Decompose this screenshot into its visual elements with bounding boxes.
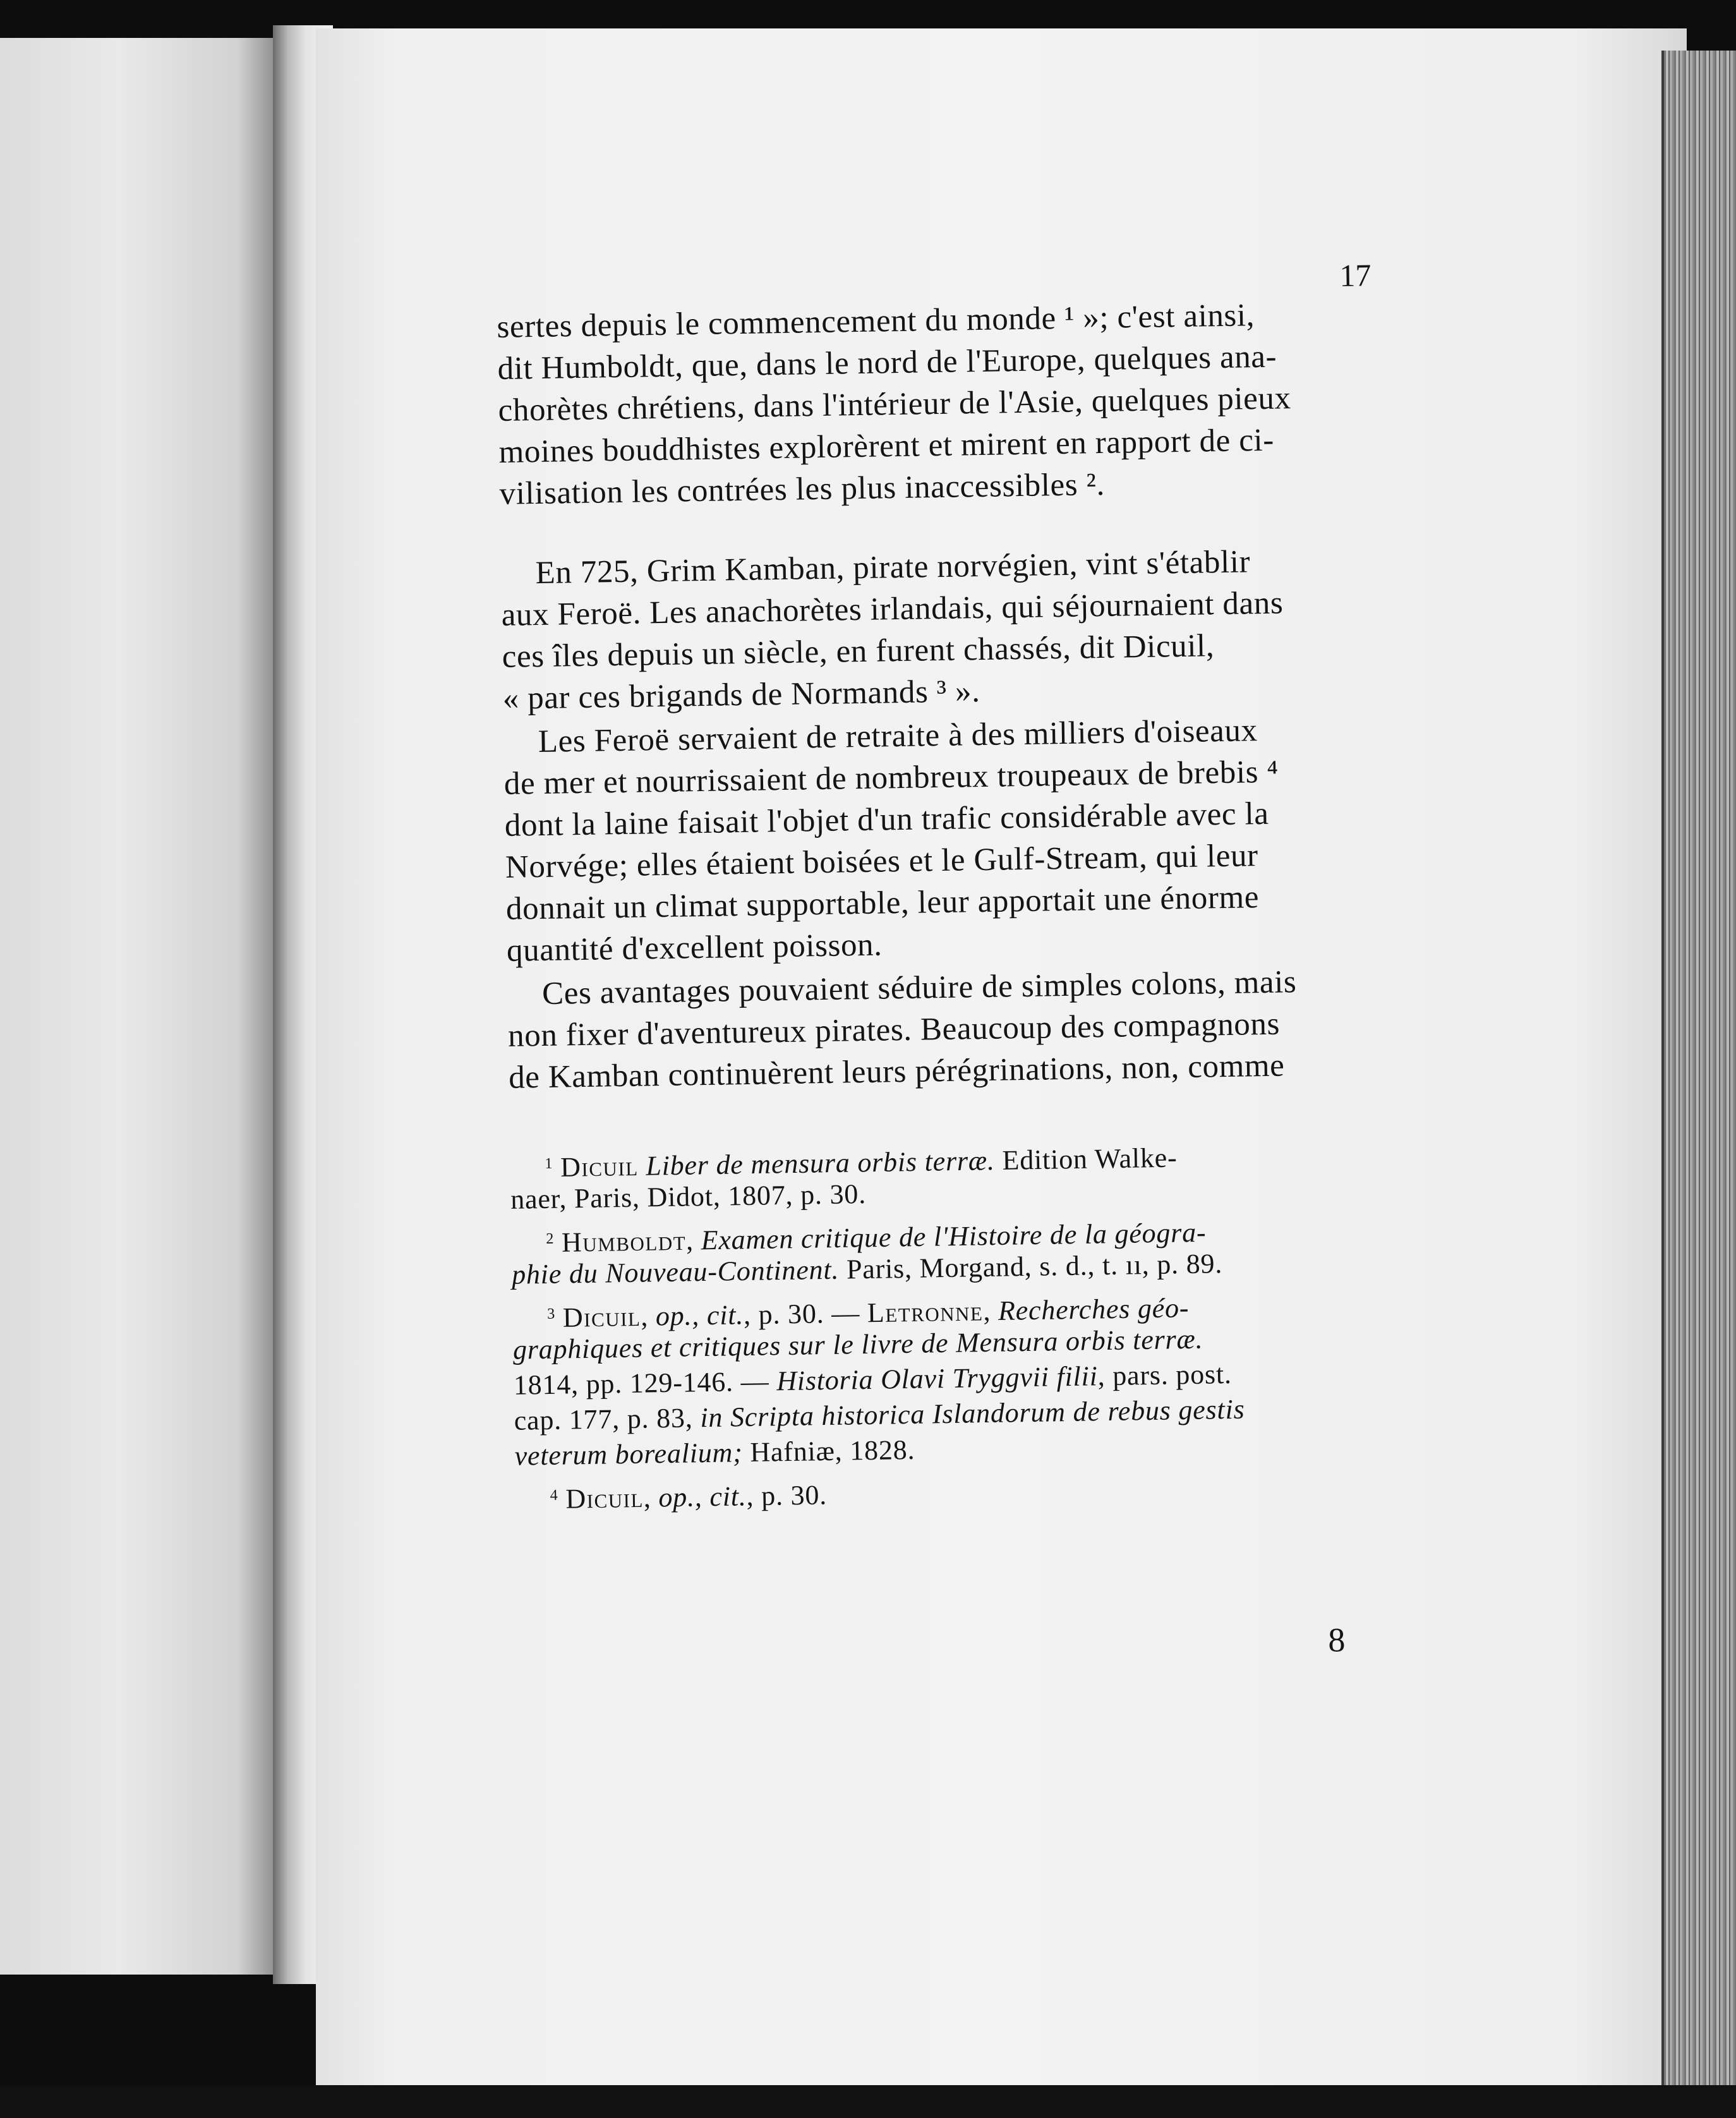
footnote-3-cont: 1814, pp. 129-146. — Historia Olavi Tryggvii filii, pars. post. — [513, 1358, 1233, 1401]
body-line: « par ces brigands de Normands ³ ». — [502, 674, 980, 717]
footnote-3-cont: graphiques et critiques sur le livre de Mensura orbis terræ. — [512, 1323, 1203, 1365]
left-page — [0, 38, 297, 1975]
body-line: aux Feroë. Les anachorètes irlandais, qui séjournaient dans — [501, 585, 1284, 633]
body-line: dont la laine faisait l'objet d'un trafic considérable avec la — [504, 796, 1269, 844]
body-line: de mer et nourrissaient de nombreux troupeaux de brebis ⁴ — [503, 754, 1279, 802]
body-line: Ces avantages pouvaient séduire de simples colons, mais — [541, 964, 1297, 1012]
footnote-2-cont: phie du Nouveau-Continent. Paris, Morgand, s. d., t. ıı, p. 89. — [511, 1248, 1223, 1290]
body-line: de Kamban continuèrent leurs pérégrinations, non, comme — [508, 1048, 1285, 1096]
footnote-2: $^2$ Humboldt, Examen critique de l'Histoire de la géogra- — [545, 1216, 1207, 1258]
body-line: Les Feroë servaient de retraite à des milliers d'oiseaux — [538, 713, 1258, 760]
body-line: donnait un climat supportable, leur apportait une énorme — [505, 880, 1260, 927]
body-line: dit Humboldt, que, dans le nord de l'Europe, quelques ana- — [497, 339, 1277, 387]
body-line: chorètes chrétiens, dans l'intérieur de l'Asie, quelques pieux — [498, 380, 1292, 428]
footnote-author: Dicuil — [560, 1150, 639, 1183]
body-line: sertes depuis le commencement du monde ¹ »; c'est ainsi, — [497, 298, 1255, 345]
signature-mark: 8 — [1327, 1621, 1346, 1659]
footnote-1-cont: naer, Paris, Didot, 1807, p. 30. — [510, 1178, 867, 1215]
footnote-3-cont: cap. 177, p. 83, in Scripta historica Islandorum de rebus gestis — [514, 1393, 1245, 1436]
footnote-3: $^3$ Dicuil, op., cit., p. 30. — Letronne, Recherches géo- — [546, 1292, 1190, 1333]
footnote-1: $^1$ Dicuil Liber de mensura orbis terræ. Edition Walke- — [545, 1142, 1178, 1183]
body-line: quantité d'excellent poisson. — [506, 927, 883, 969]
body-line: vilisation les contrées les plus inaccessibles ². — [499, 466, 1106, 512]
body-line: En 725, Grim Kamban, pirate norvégien, vint s'établir — [535, 544, 1251, 591]
body-line: moines bouddhistes explorèrent et mirent en rapport de ci- — [498, 422, 1275, 470]
body-line: ces îles depuis un siècle, en furent chassés, dit Dicuil, — [502, 628, 1215, 675]
body-line: non fixer d'aventureux pirates. Beaucoup des compagnons — [507, 1006, 1281, 1054]
body-line: Norvége; elles étaient boisées et le Gulf-Stream, qui leur — [505, 838, 1259, 885]
page-edges — [1661, 51, 1736, 2104]
page-number: 17 — [1339, 257, 1371, 294]
scan-bottom-border — [0, 2085, 1736, 2118]
footnote-4: $^4$ Dicuil, op., cit., p. 30. — [550, 1479, 828, 1515]
footnote-3-cont: veterum borealium; Hafniæ, 1828. — [514, 1434, 915, 1472]
